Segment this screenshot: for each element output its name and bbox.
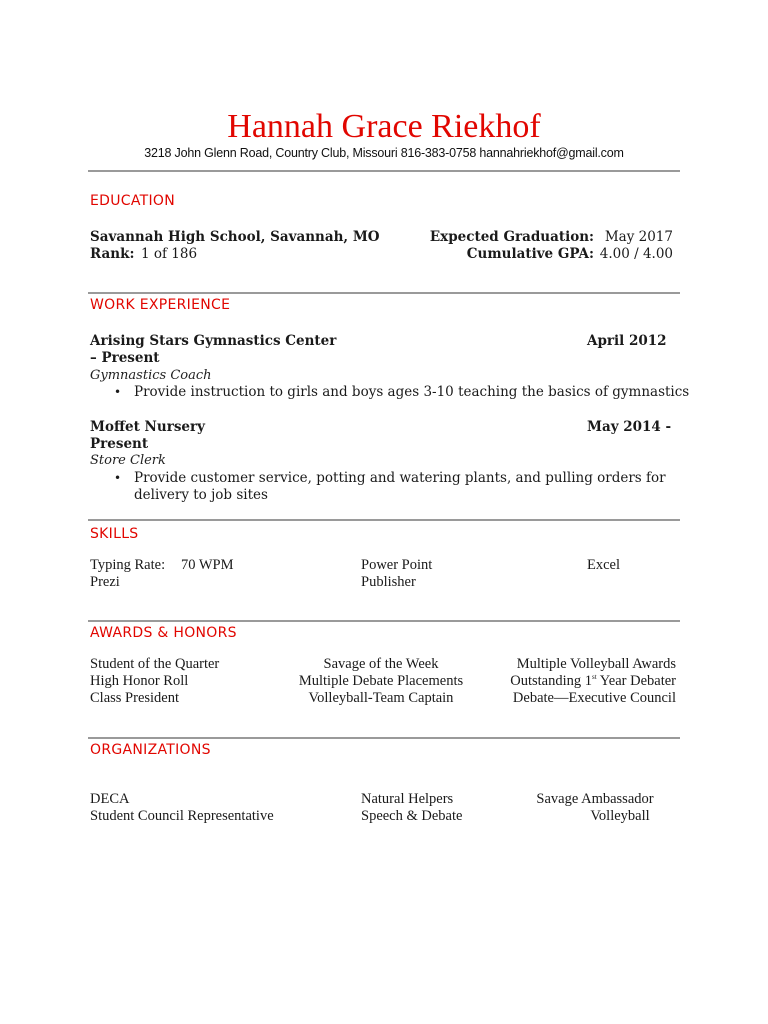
award-item: Class President — [90, 690, 180, 706]
rank-value: 1 of 186 — [141, 246, 198, 262]
bullet-icon: • — [114, 471, 122, 485]
education-heading: EDUCATION — [90, 193, 176, 209]
award-item: High Honor Roll — [90, 673, 189, 689]
skill-item: Prezi — [90, 574, 120, 590]
work-heading: WORK EXPERIENCE — [90, 297, 231, 313]
job-title: Store Clerk — [90, 453, 166, 468]
gpa-label: Cumulative GPA: — [466, 246, 594, 262]
graduation-label: Expected Graduation: — [429, 229, 594, 245]
organization-item: Savage Ambassador — [536, 791, 654, 807]
organization-item: Natural Helpers — [361, 791, 454, 807]
award-item: Multiple Volleyball Awards — [516, 656, 676, 672]
skills-divider — [88, 620, 680, 622]
award-item: Savage of the Week — [323, 656, 439, 672]
skill-item: Excel — [587, 557, 621, 573]
award-item: Outstanding 1st Year Debater — [510, 673, 676, 689]
job-date-start: May 2014 - — [587, 419, 672, 435]
job-date-end: – Present — [90, 350, 160, 366]
award-item: Student of the Quarter — [90, 656, 220, 672]
awards-heading: AWARDS & HONORS — [90, 625, 237, 641]
skills-heading: SKILLS — [90, 526, 139, 542]
job-date-end: Present — [90, 436, 149, 452]
skill-item: Publisher — [361, 574, 416, 590]
job-bullet: Provide customer service, potting and watering plants, and pulling orders for — [134, 470, 666, 486]
typing-label: Typing Rate: — [90, 557, 166, 573]
employer-name: Arising Stars Gymnastics Center — [90, 333, 337, 349]
bullet-icon: • — [114, 385, 122, 399]
graduation-value: May 2017 — [604, 229, 673, 245]
awards-divider — [88, 737, 680, 739]
work-divider — [88, 519, 680, 521]
award-item: Debate—Executive Council — [512, 690, 676, 706]
employer-name: Moffet Nursery — [90, 419, 205, 435]
organization-item: Speech & Debate — [361, 808, 463, 824]
job-date-start: April 2012 — [587, 333, 667, 349]
organization-item: Volleyball — [590, 808, 650, 824]
award-item: Multiple Debate Placements — [298, 673, 464, 689]
skill-item: Power Point — [361, 557, 433, 573]
job-bullet: Provide instruction to girls and boys ages 3-10 teaching the basics of gymnastics — [134, 384, 690, 400]
resume-name: Hannah Grace Riekhof — [227, 108, 541, 145]
rank-label: Rank: — [90, 246, 135, 262]
header-divider — [88, 170, 680, 172]
typing-value: 70 WPM — [181, 557, 234, 573]
organizations-heading: ORGANIZATIONS — [90, 742, 211, 758]
gpa-value: 4.00 / 4.00 — [599, 246, 673, 262]
award-item: Volleyball-Team Captain — [308, 690, 454, 706]
education-divider — [88, 292, 680, 294]
contact-line: 3218 John Glenn Road, Country Club, Missouri 816-383-0758 hannahriekhof@gmail.com — [144, 146, 624, 160]
job-title: Gymnastics Coach — [90, 368, 212, 383]
job-bullet-continued: delivery to job sites — [134, 487, 268, 503]
organization-item: Student Council Representative — [90, 808, 274, 824]
organization-item: DECA — [90, 791, 130, 807]
school-name: Savannah High School, Savannah, MO — [90, 229, 380, 245]
